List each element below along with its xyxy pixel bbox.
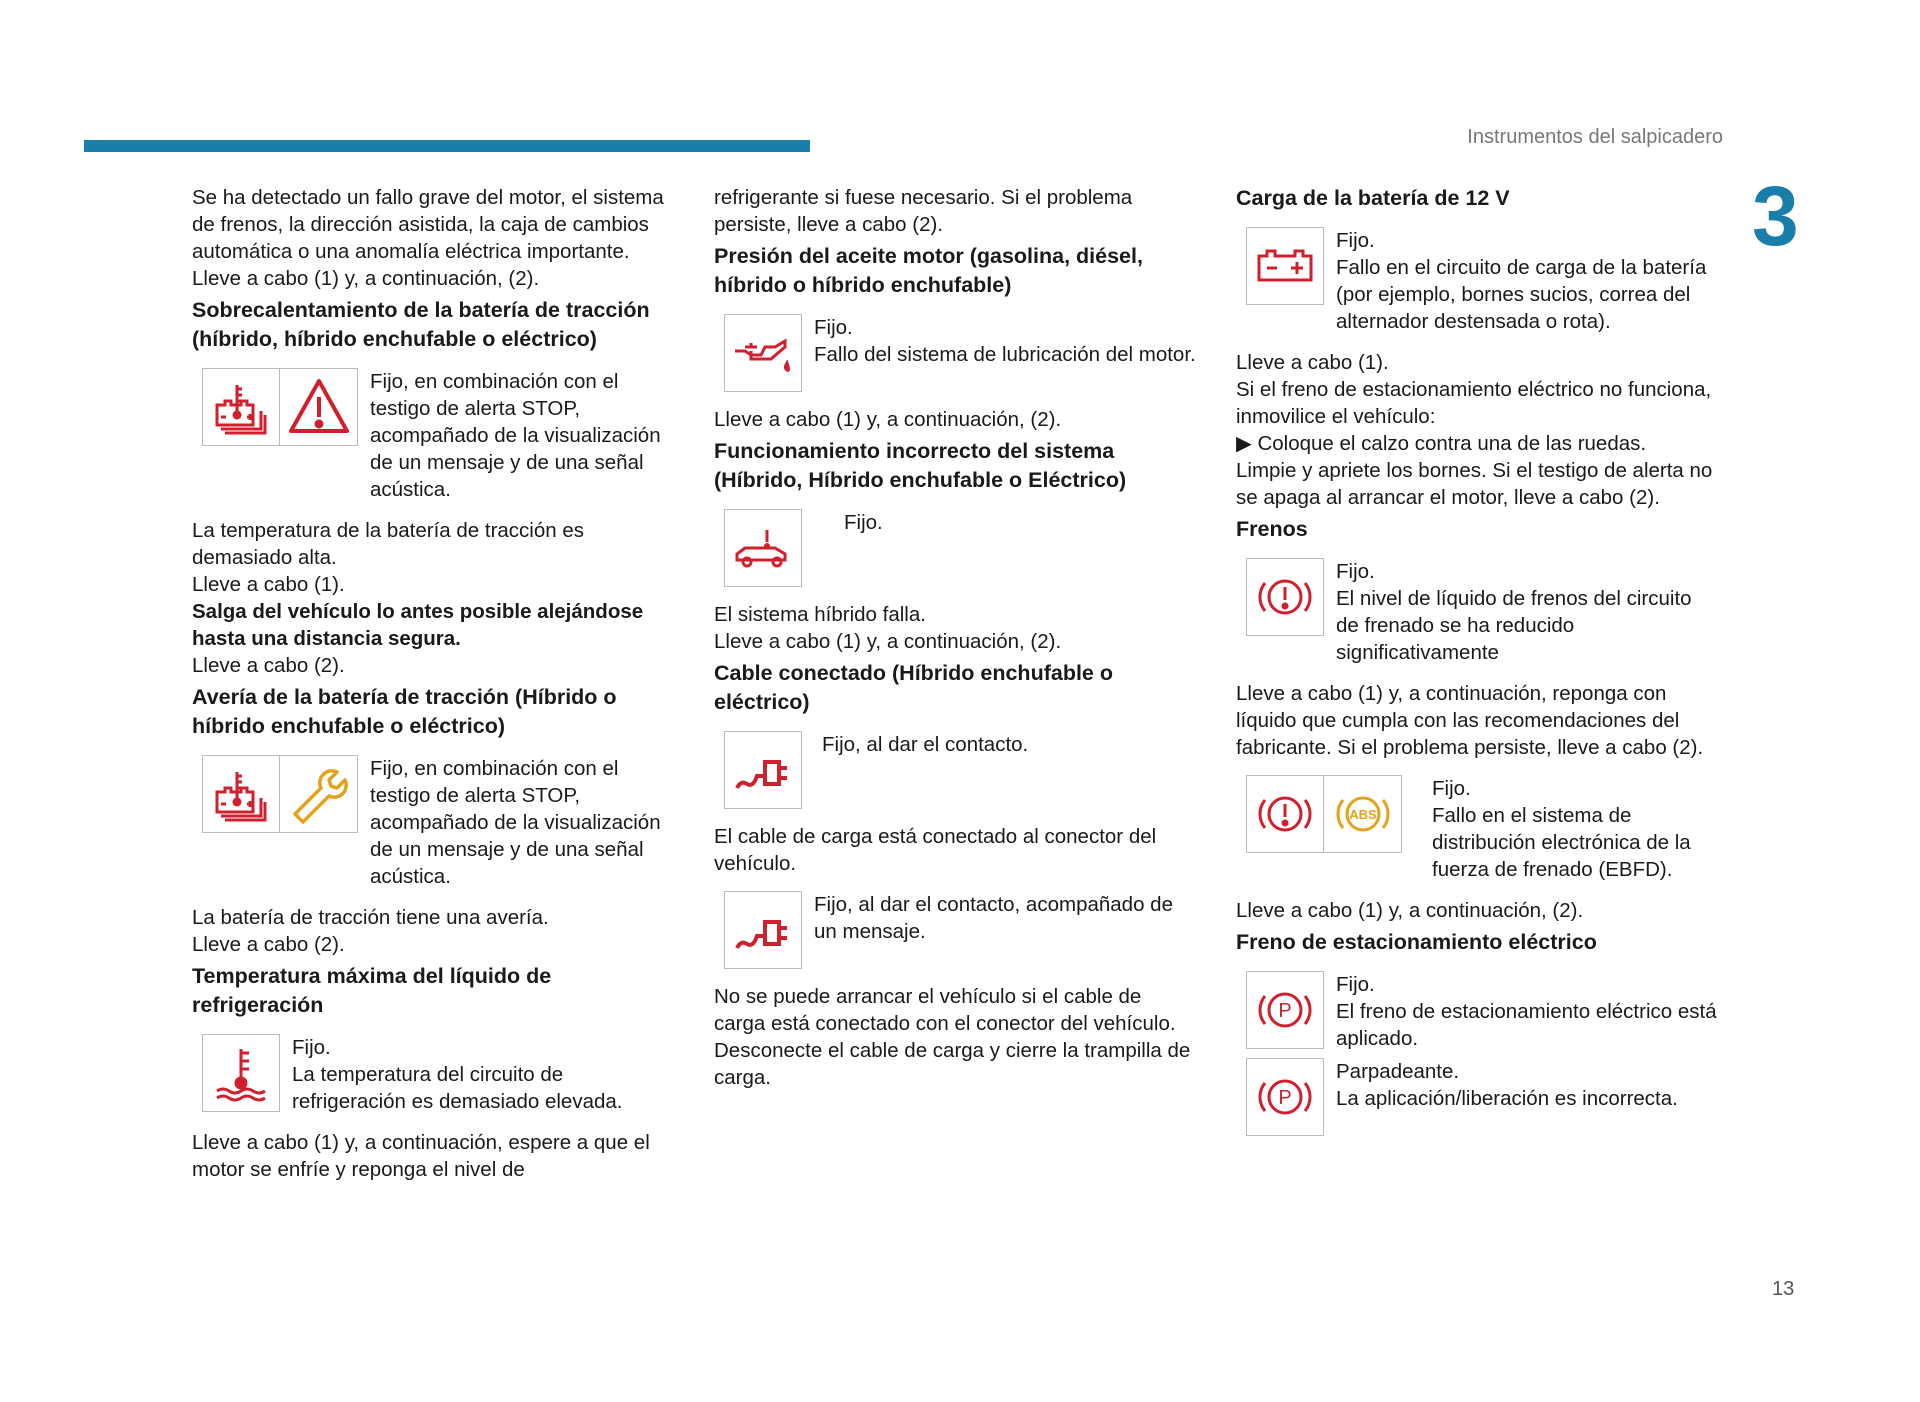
bold-paragraph: Salga del vehículo lo antes posible alejándose hasta una distancia segura. — [192, 600, 644, 650]
parking-label: P — [1278, 1000, 1292, 1022]
header-accent-bar — [84, 140, 810, 152]
parking-brake-icon — [1246, 971, 1324, 1049]
paragraph: Lleve a cabo (2). — [192, 933, 345, 956]
paragraph: Lleve a cabo (1) y, a continuación, (2). — [1236, 899, 1584, 922]
paragraph: Lleve a cabo (1). — [1236, 351, 1389, 374]
abs-label: ABS — [1348, 807, 1377, 822]
paragraph: Lleve a cabo (1) y, a continuación, reponga con líquido que cumpla con las recomendaciones del fabricante. Si el problema persiste, lleve a cabo (2). — [1236, 682, 1704, 759]
paragraph: Desconecte el cable de carga y cierre la trampilla de carga. — [714, 1039, 1191, 1089]
warning-state: Fijo. — [1336, 560, 1375, 583]
warning-description: Fallo del sistema de lubricación del motor. — [814, 343, 1196, 366]
warning-row — [724, 509, 1198, 587]
warning-state: Fijo. — [814, 316, 853, 339]
section-title: Frenos — [1236, 517, 1308, 541]
warning-row — [724, 731, 1198, 809]
wrench-icon — [280, 755, 358, 833]
running-title: Instrumentos del salpicadero — [1467, 126, 1723, 148]
warning-row — [1246, 1058, 1720, 1136]
page-number: 13 — [1772, 1278, 1795, 1300]
warning-description: La temperatura del circuito de refrigeración es demasiado elevada. — [292, 1063, 623, 1113]
section-title: Sobrecalentamiento de la batería de tracción (híbrido, híbrido enchufable o eléctrico) — [192, 298, 650, 351]
bullet-item — [1236, 430, 1720, 457]
brake-warning-icon — [1246, 558, 1324, 636]
warning-row — [202, 755, 676, 890]
oil-pressure-icon — [724, 314, 802, 392]
abs-icon — [1324, 775, 1402, 853]
parking-label: P — [1278, 1087, 1292, 1109]
section-title: Temperatura máxima del líquido de refrigeración — [192, 964, 552, 1017]
column-2 — [714, 184, 1198, 1091]
warning-row — [724, 891, 1198, 969]
paragraph: refrigerante si fuese necesario. Si el problema persiste, lleve a cabo (2). — [714, 186, 1133, 236]
paragraph: El cable de carga está conectado al conector del vehículo. — [714, 825, 1157, 875]
warning-description: El freno de estacionamiento eléctrico está aplicado. — [1336, 1000, 1717, 1050]
warning-state: Fijo. — [1336, 973, 1375, 996]
paragraph: Lleve a cabo (1) y, a continuación, (2). — [714, 408, 1062, 431]
warning-description: Fallo en el sistema de distribución electrónica de la fuerza de frenado (EBFD). — [1432, 804, 1691, 881]
paragraph: Lleve a cabo (1) y, a continuación, (2). — [714, 630, 1062, 653]
paragraph: Lleve a cabo (1) y, a continuación, espere a que el motor se enfríe y reponga el nivel de — [192, 1131, 650, 1181]
warning-description: Fijo, en combinación con el testigo de alerta STOP, acompañado de la visualización de un mensaje y de una señal acústica. — [370, 757, 661, 888]
paragraph: El sistema híbrido falla. — [714, 603, 926, 626]
warning-state: Fijo. — [1336, 229, 1375, 252]
brake-warning-icon — [1246, 775, 1324, 853]
warning-row — [202, 1034, 676, 1115]
paragraph: La batería de tracción tiene una avería. — [192, 906, 549, 929]
warning-state: Fijo. — [844, 511, 883, 534]
paragraph: La temperatura de la batería de tracción es demasiado alta. — [192, 519, 585, 569]
section-title: Funcionamiento incorrecto del sistema (Híbrido, Híbrido enchufable o Eléctrico) — [714, 439, 1127, 492]
battery-temperature-icon — [202, 368, 280, 446]
column-3 — [1236, 184, 1720, 1150]
warning-description: Fijo, al dar el contacto, acompañado de un mensaje. — [814, 893, 1173, 943]
warning-description: La aplicación/liberación es incorrecta. — [1336, 1087, 1678, 1110]
paragraph: No se puede arrancar el vehículo si el cable de carga está conectado con el conector del vehículo. — [714, 985, 1176, 1035]
warning-state: Fijo. — [292, 1036, 331, 1059]
coolant-temperature-icon — [202, 1034, 280, 1112]
chapter-number: 3 — [1752, 169, 1799, 263]
charging-cable-icon — [724, 891, 802, 969]
paragraph: Lleve a cabo (1) y, a continuación, (2). — [192, 267, 540, 290]
charging-cable-icon — [724, 731, 802, 809]
paragraph: Limpie y apriete los bornes. Si el testigo de alerta no se apaga al arrancar el motor, lleve a cabo (2). — [1236, 459, 1713, 509]
warning-row — [1246, 775, 1720, 883]
paragraph: Lleve a cabo (1). — [192, 573, 345, 596]
paragraph: Si el freno de estacionamiento eléctrico no funciona, inmovilice el vehículo: — [1236, 378, 1712, 428]
warning-description: El nivel de líquido de frenos del circuito de frenado se ha reducido significativamente — [1336, 587, 1692, 664]
warning-description: Fallo en el circuito de carga de la batería (por ejemplo, bornes sucios, correa del alternador destensada o rota). — [1336, 256, 1707, 333]
bullet-arrow-icon: ▶ — [1236, 432, 1258, 455]
warning-state: Parpadeante. — [1336, 1060, 1460, 1083]
warning-description: Fijo, al dar el contacto. — [822, 733, 1029, 756]
hybrid-system-fault-icon — [724, 509, 802, 587]
parking-brake-icon — [1246, 1058, 1324, 1136]
warning-description: Fijo, en combinación con el testigo de alerta STOP, acompañado de la visualización de un mensaje y de una señal acústica. — [370, 370, 661, 501]
bullet-text: Coloque el calzo contra una de las ruedas. — [1257, 432, 1647, 455]
column-1 — [192, 184, 676, 1183]
section-title: Carga de la batería de 12 V — [1236, 186, 1510, 210]
warning-row — [724, 314, 1198, 392]
warning-state: Fijo. — [1432, 777, 1471, 800]
warning-row — [1246, 971, 1720, 1052]
warning-row — [1246, 558, 1720, 666]
paragraph: Se ha detectado un fallo grave del motor, el sistema de frenos, la dirección asistida, la caja de cambios automática o una anomalía eléctrica importante. — [192, 186, 664, 263]
battery-temperature-icon — [202, 755, 280, 833]
section-title: Cable conectado (Híbrido enchufable o eléctrico) — [714, 661, 1113, 714]
section-title: Presión del aceite motor (gasolina, diésel, híbrido o híbrido enchufable) — [714, 244, 1143, 297]
warning-row — [202, 368, 676, 503]
section-title: Freno de estacionamiento eléctrico — [1236, 930, 1597, 954]
warning-triangle-icon — [280, 368, 358, 446]
section-title: Avería de la batería de tracción (Híbrido o híbrido enchufable o eléctrico) — [192, 685, 617, 738]
paragraph: Lleve a cabo (2). — [192, 654, 345, 677]
battery-charge-icon — [1246, 227, 1324, 305]
warning-row — [1246, 227, 1720, 335]
